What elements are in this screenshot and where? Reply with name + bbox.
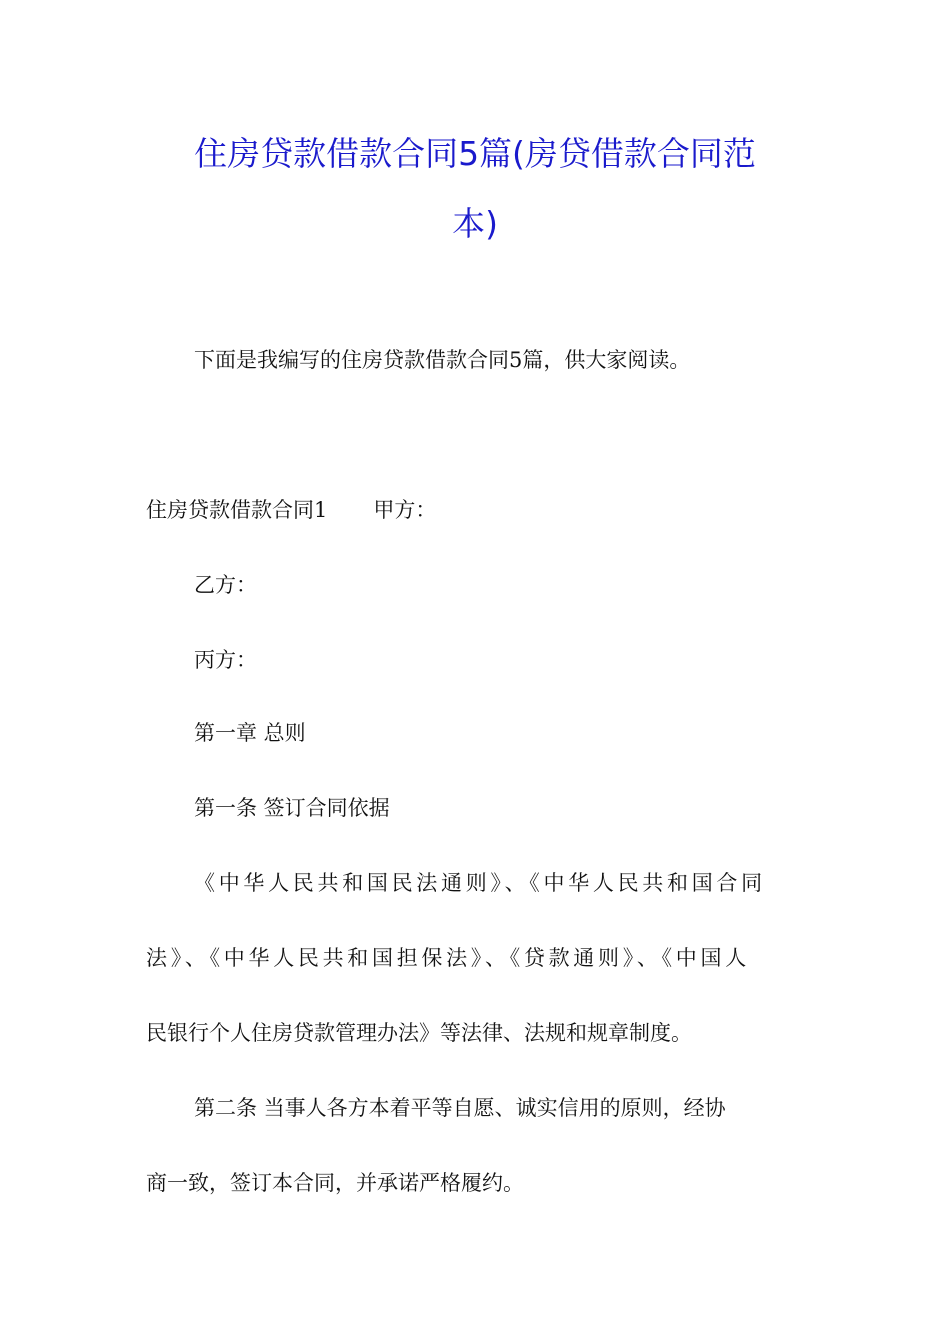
basis-line-1: 《中华人民共和国民法通则》、《中华人民共和国合同 [194, 871, 766, 895]
basis-line-3: 民银行个人住房贷款管理办法》等法律、法规和规章制度。 [146, 1021, 692, 1045]
article-2-line-1: 第二条 当事人各方本着平等自愿、诚实信用的原则，经协 [194, 1096, 726, 1120]
title-line-1: 住房贷款借款合同5篇(房贷借款合同范 [194, 134, 756, 173]
intro-paragraph: 下面是我编写的住房贷款借款合同5篇，供大家阅读。 [194, 348, 691, 372]
article-1-heading: 第一条 签订合同依据 [194, 796, 390, 820]
contract-heading-row [146, 497, 950, 523]
party-b-label: 乙方： [194, 573, 257, 597]
article-2-line-2: 商一致，签订本合同，并承诺严格履约。 [146, 1171, 524, 1195]
party-a-label: 甲方： [373, 498, 437, 522]
contract-heading: 住房贷款借款合同1 [146, 498, 328, 522]
title-line-2: 本) [452, 204, 498, 243]
chapter-heading: 第一章 总则 [194, 721, 306, 745]
basis-line-2: 法》、《中华人民共和国担保法》、《贷款通则》、《中国人 [146, 946, 750, 970]
party-c-label: 丙方： [194, 648, 257, 672]
